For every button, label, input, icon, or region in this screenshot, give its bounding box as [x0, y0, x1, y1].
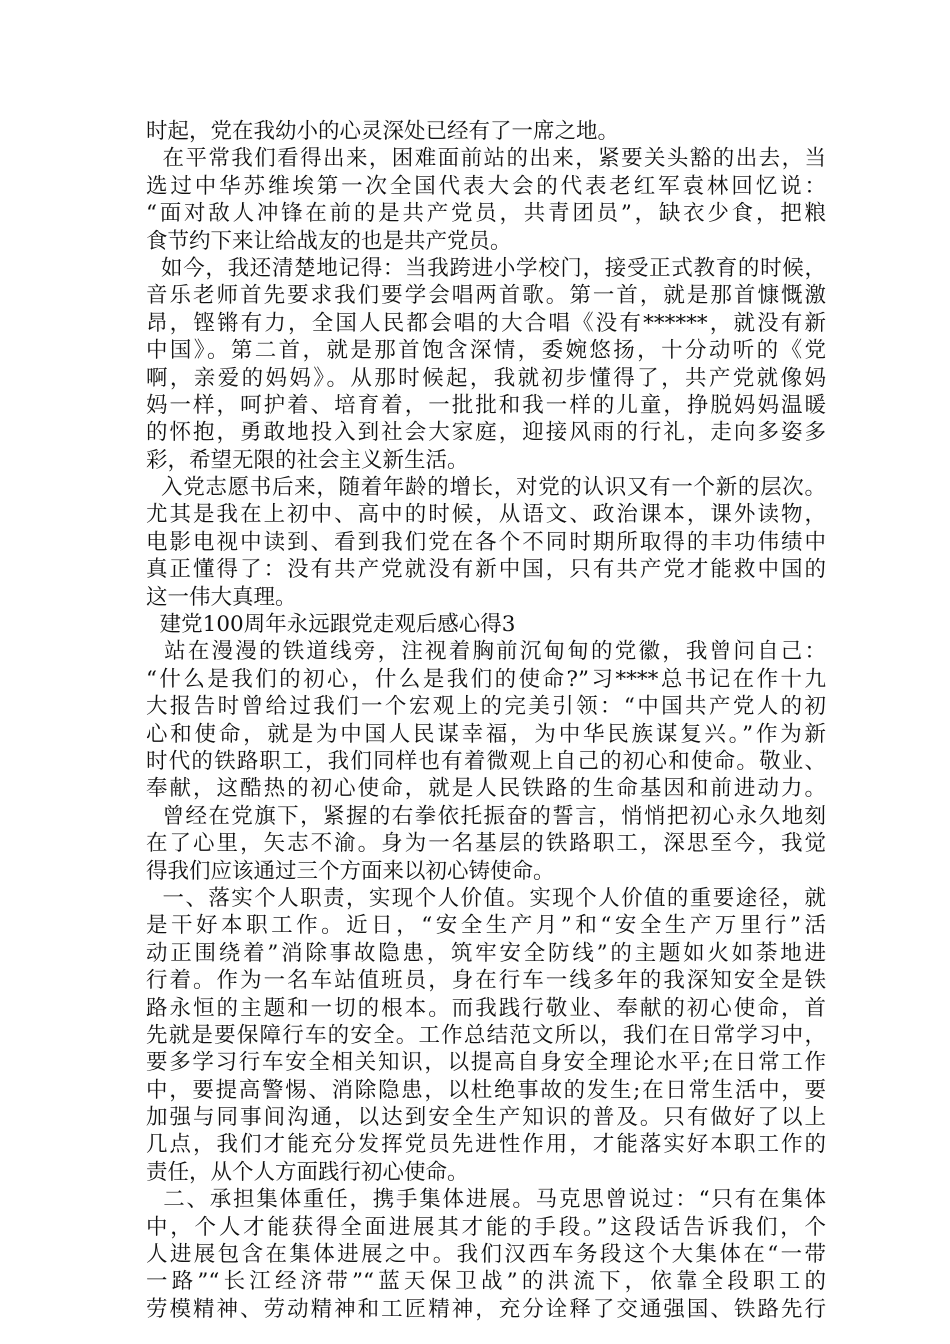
text-line: 大报告时曾给过我们一个宏观上的完美引领：“中国共产党人的初 [146, 694, 826, 720]
section-heading: 建党100周年永远跟党走观后感心得3 [146, 612, 516, 638]
text-line: 在平常我们看得出来，困难面前站的出来，紧要关头豁的出去，当 [146, 146, 826, 172]
text-line: “面对敌人冲锋在前的是共产党员，共青团员”，缺衣少食，把粮 [146, 201, 826, 227]
text-line: 要多学习行车安全相关知识，以提高自身安全理论水平;在日常工作 [146, 1050, 826, 1076]
text-line: 这一伟大真理。 [146, 584, 297, 610]
text-line: 责任，从个人方面践行初心使命。 [146, 1159, 469, 1185]
text-line: 入党志愿书后来，随着年龄的增长，对党的认识又有一个新的层次。 [146, 475, 826, 501]
text-line: 加强与同事间沟通，以达到安全生产知识的普及。只有做好了以上 [146, 1105, 826, 1131]
text-line: 的怀抱，勇敢地投入到社会大家庭，迎接风雨的行礼，走向多姿多 [146, 420, 826, 446]
text-line: 时起，党在我幼小的心灵深处已经有了一席之地。 [146, 119, 620, 144]
text-line: 真正懂得了：没有共产党就没有新中国，只有共产党才能救中国的 [146, 557, 826, 583]
text-line: 奉献，这酷热的初心使命，就是人民铁路的生命基因和前进动力。 [146, 776, 826, 802]
text-line: 先就是要保障行车的安全。工作总结范文所以，我们在日常学习中， [146, 1022, 826, 1048]
text-line: 如今，我还清楚地记得：当我跨进小学校门，接受正式教育的时候， [146, 255, 826, 281]
text-line: 中国》。第二首，就是那首饱含深情，委婉悠扬，十分动听的《党 [146, 338, 826, 364]
text-line: 劳模精神、劳动精神和工匠精神，充分诠释了交通强国、铁路先行 [146, 1296, 826, 1322]
text-line: 音乐老师首先要求我们要学会唱两首歌。第一首，就是那首慷慨激 [146, 283, 826, 309]
text-line: 二、承担集体重任，携手集体进展。马克思曾说过：“只有在集体 [146, 1187, 826, 1213]
text-line: 路永恒的主题和一切的根本。而我践行敬业、奉献的初心使命，首 [146, 995, 826, 1021]
text-line: 在了心里，矢志不渝。身为一名基层的铁路职工，深思至今，我觉 [146, 831, 826, 857]
text-line: 选过中华苏维埃第一次全国代表大会的代表老红军袁林回忆说： [146, 173, 826, 199]
text-line: 电影电视中读到、看到我们党在各个不同时期所取得的丰功伟绩中 [146, 529, 826, 555]
text-line: 彩，希望无限的社会主义新生活。 [146, 447, 469, 473]
text-line: 几点，我们才能充分发挥党员先进性作用，才能落实好本职工作的 [146, 1132, 826, 1158]
text-line: 得我们应该通过三个方面来以初心铸使命。 [146, 858, 555, 884]
text-line: 昂，铿锵有力，全国人民都会唱的大合唱《没有******，就没有新 [146, 310, 826, 336]
text-line: 是干好本职工作。近日，“安全生产月”和“安全生产万里行”活 [146, 913, 826, 939]
text-line: 人进展包含在集体进展之中。我们汉西车务段这个大集体在“一带 [146, 1242, 826, 1268]
text-line: “什么是我们的初心，什么是我们的使命?”习****总书记在作十九 [146, 666, 826, 692]
text-line: 时代的铁路职工，我们同样也有着微观上自己的初心和使命。敬业、 [146, 748, 826, 774]
text-line: 站在漫漫的铁道线旁，注视着胸前沉甸甸的党徽，我曾问自己： [146, 639, 826, 665]
text-line: 食节约下来让给战友的也是共产党员。 [146, 228, 512, 254]
text-line: 尤其是我在上初中、高中的时候，从语文、政治课本，课外读物， [146, 502, 826, 528]
text-line: 行着。作为一名车站值班员，身在行车一线多年的我深知安全是铁 [146, 968, 826, 994]
text-line: 一、落实个人职责，实现个人价值。实现个人价值的重要途径，就 [146, 885, 826, 911]
text-line: 心和使命，就是为中国人民谋幸福，为中华民族谋复兴。”作为新 [146, 721, 826, 747]
text-line: 妈一样，呵护着、培育着，一批批和我一样的儿童，挣脱妈妈温暖 [146, 392, 826, 418]
text-line: 一路”“长江经济带”“蓝天保卫战”的洪流下，依靠全段职工的 [146, 1269, 826, 1295]
text-line: 曾经在党旗下，紧握的右拳依托振奋的誓言，悄悄把初心永久地刻 [146, 803, 826, 829]
text-line: 啊，亲爱的妈妈》。从那时候起，我就初步懂得了，共产党就像妈 [146, 365, 826, 391]
text-line: 动正围绕着”消除事故隐患，筑牢安全防线”的主题如火如荼地进 [146, 940, 826, 966]
document-page [146, 118, 826, 1323]
text-line: 中，要提高警惕、消除隐患，以杜绝事故的发生;在日常生活中，要 [146, 1077, 826, 1103]
text-line: 中，个人才能获得全面进展其才能的手段。”这段话告诉我们，个 [146, 1214, 826, 1240]
